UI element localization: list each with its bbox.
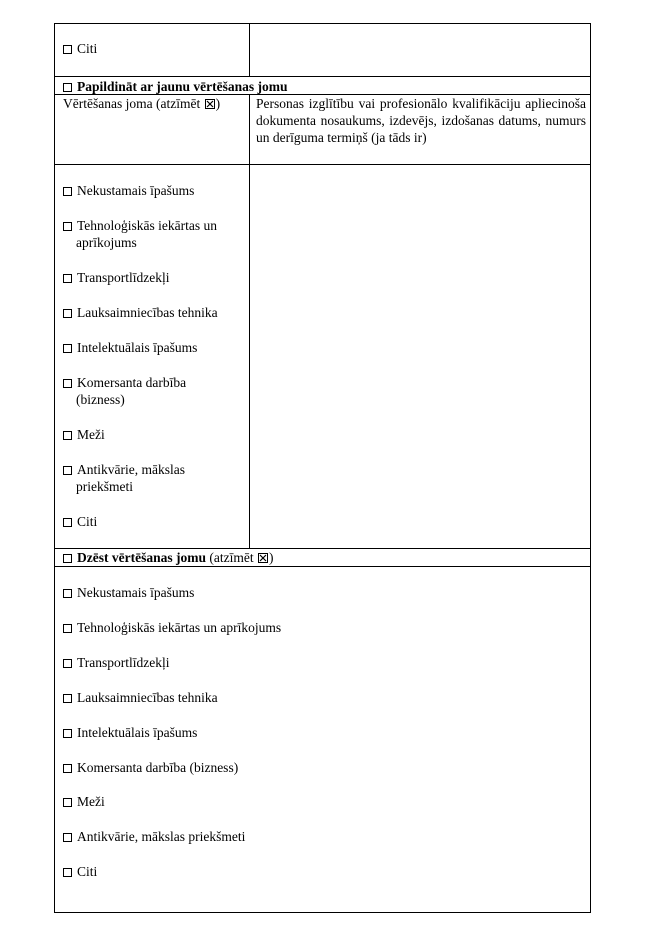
add-item-antiques[interactable]: Antikvārie, mākslas priekšmeti (63, 461, 223, 495)
delete-item-other[interactable]: Citi (63, 863, 97, 880)
checkbox-icon[interactable] (63, 187, 72, 196)
checkbox-icon[interactable] (63, 624, 72, 633)
checked-box-icon (258, 553, 268, 563)
delete-item-agri-machinery[interactable]: Lauksaimniecības tehnika (63, 689, 218, 706)
add-section-column-divider (249, 94, 250, 548)
add-section-title[interactable]: Papildināt ar jaunu vērtēšanas jomu (63, 78, 288, 95)
delete-section-title[interactable]: Dzēst vērtēšanas jomu (atzīmēt ) (63, 549, 273, 566)
checkbox-icon[interactable] (63, 379, 72, 388)
delete-item-forests[interactable]: Meži (63, 793, 105, 810)
delete-item-equipment[interactable]: Tehnoloģiskās iekārtas un aprīkojums (63, 619, 281, 636)
checkbox-icon[interactable] (63, 659, 72, 668)
checkbox-icon[interactable] (63, 344, 72, 353)
col2-header: Personas izglītību vai profesionālo kvalifikāciju apliecinoša dokumenta nosaukums, izdevējs, izdošanas datums, numurs un derīguma termiņš (ja tāds ir) (256, 96, 586, 145)
checked-box-icon (205, 99, 215, 109)
checkbox-icon[interactable] (63, 222, 72, 231)
checkbox-icon[interactable] (63, 764, 72, 773)
checkbox-icon[interactable] (63, 274, 72, 283)
checkbox-icon[interactable] (63, 868, 72, 877)
add-item-real-estate[interactable]: Nekustamais īpašums (63, 182, 194, 199)
add-item-intellectual-property[interactable]: Intelektuālais īpašums (63, 339, 197, 356)
add-item-business[interactable]: Komersanta darbība (bizness) (63, 374, 223, 408)
divider (55, 164, 590, 165)
delete-item-intellectual-property[interactable]: Intelektuālais īpašums (63, 724, 197, 741)
top-citi-item[interactable]: Citi (63, 40, 97, 57)
add-item-equipment[interactable]: Tehnoloģiskās iekārtas un aprīkojums (63, 217, 243, 251)
delete-item-vehicles[interactable]: Transportlīdzekļi (63, 654, 170, 671)
checkbox-icon[interactable] (63, 694, 72, 703)
col1-header: Vērtēšanas joma (atzīmēt ) (63, 96, 221, 111)
delete-item-antiques[interactable]: Antikvārie, mākslas priekšmeti (63, 828, 245, 845)
checkbox-icon[interactable] (63, 589, 72, 598)
checkbox-icon[interactable] (63, 309, 72, 318)
checkbox-icon[interactable] (63, 554, 72, 563)
checkbox-icon[interactable] (63, 798, 72, 807)
checkbox-icon[interactable] (63, 729, 72, 738)
checkbox-icon[interactable] (63, 833, 72, 842)
checkbox-icon[interactable] (63, 518, 72, 527)
delete-item-business[interactable]: Komersanta darbība (bizness) (63, 759, 238, 776)
divider (55, 76, 590, 77)
checkbox-icon[interactable] (63, 466, 72, 475)
checkbox-icon[interactable] (63, 83, 72, 92)
add-item-other[interactable]: Citi (63, 513, 97, 530)
add-item-forests[interactable]: Meži (63, 426, 105, 443)
checkbox-icon[interactable] (63, 431, 72, 440)
divider (55, 566, 590, 567)
assessment-area-form (54, 23, 591, 913)
add-item-vehicles[interactable]: Transportlīdzekļi (63, 269, 170, 286)
delete-item-real-estate[interactable]: Nekustamais īpašums (63, 584, 194, 601)
top-row-divider (249, 24, 250, 76)
checkbox-icon[interactable] (63, 45, 72, 54)
add-item-agri-machinery[interactable]: Lauksaimniecības tehnika (63, 304, 218, 321)
